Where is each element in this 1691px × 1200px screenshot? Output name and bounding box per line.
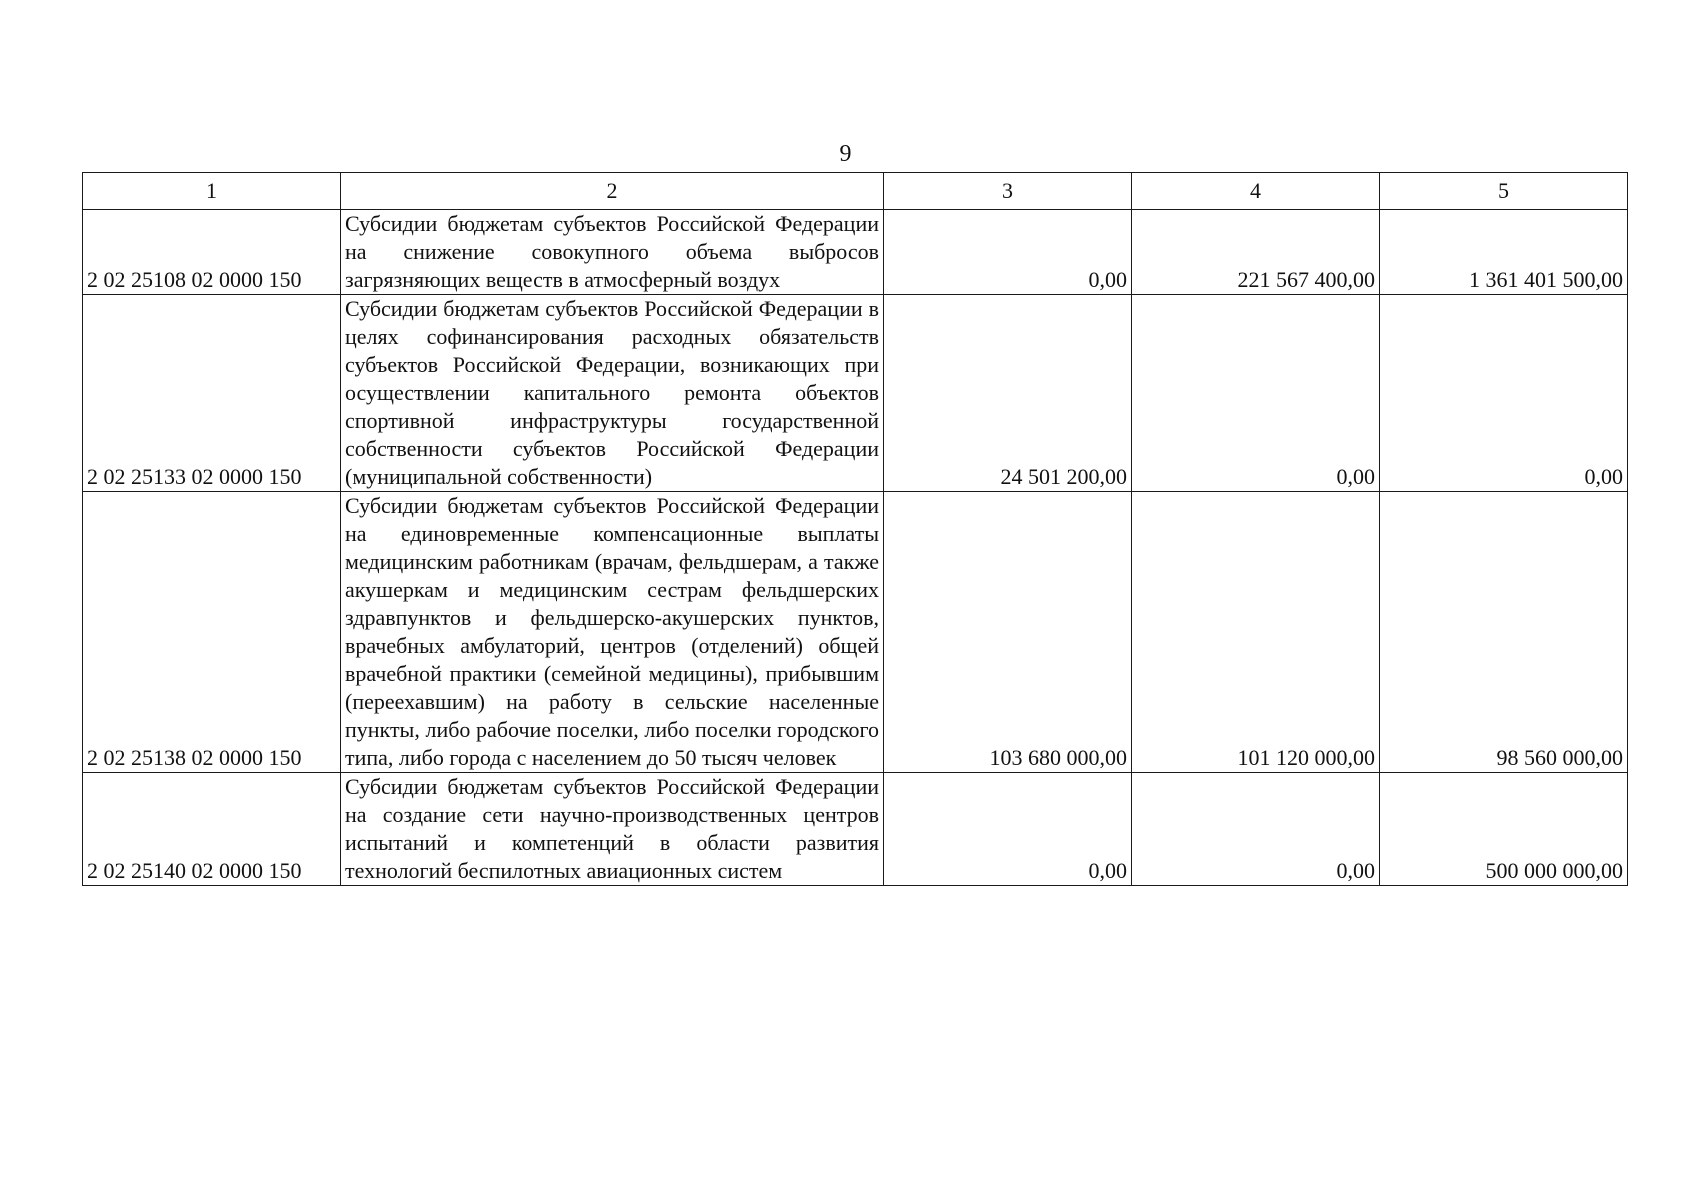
amount-col3: 0,00 [884, 210, 1132, 295]
column-header-2: 2 [341, 173, 884, 210]
amount-col5: 500 000 000,00 [1380, 773, 1628, 886]
amount-col5: 1 361 401 500,00 [1380, 210, 1628, 295]
column-header-3: 3 [884, 173, 1132, 210]
budget-table [82, 172, 1628, 886]
row-description: Субсидии бюджетам субъектов Российской Федерации в целях софинансирования расходных обязательств субъектов Российской Федерации, возникающих при осуществлении капитального ремонта объектов спортивной инфраструктуры государственной собственности субъектов Российской Федерации (муниципальной собственности) [341, 295, 884, 492]
column-header-5: 5 [1380, 173, 1628, 210]
amount-col5: 0,00 [1380, 295, 1628, 492]
amount-col3: 24 501 200,00 [884, 295, 1132, 492]
column-header-4: 4 [1132, 173, 1380, 210]
table-header-row [83, 173, 1628, 210]
amount-col4: 101 120 000,00 [1132, 492, 1380, 773]
column-header-1: 1 [83, 173, 341, 210]
table-row [83, 773, 1628, 886]
budget-code: 2 02 25108 02 0000 150 [83, 210, 341, 295]
table-row [83, 492, 1628, 773]
amount-col5: 98 560 000,00 [1380, 492, 1628, 773]
page-number: 9 [839, 141, 852, 167]
amount-col4: 0,00 [1132, 295, 1380, 492]
amount-col3: 103 680 000,00 [884, 492, 1132, 773]
budget-code: 2 02 25140 02 0000 150 [83, 773, 341, 886]
amount-col4: 0,00 [1132, 773, 1380, 886]
amount-col4: 221 567 400,00 [1132, 210, 1380, 295]
row-description: Субсидии бюджетам субъектов Российской Федерации на снижение совокупного объема выбросов загрязняющих веществ в атмосферный воздух [341, 210, 884, 295]
amount-col3: 0,00 [884, 773, 1132, 886]
row-description: Субсидии бюджетам субъектов Российской Федерации на единовременные компенсационные выплаты медицинским работникам (врачам, фельдшерам, а также акушеркам и медицинским сестрам фельдшерских здравпунктов и фельдшерско-акушерских пунктов, врачебных амбулаторий, центров (отделений) общей врачебной практики (семейной медицины), прибывшим (переехавшим) на работу в сельские населенные пункты, либо рабочие поселки, либо поселки городского типа, либо города с населением до 50 тысяч человек [341, 492, 884, 773]
table-row [83, 295, 1628, 492]
table-row [83, 210, 1628, 295]
budget-code: 2 02 25133 02 0000 150 [83, 295, 341, 492]
row-description: Субсидии бюджетам субъектов Российской Федерации на создание сети научно-производственных центров испытаний и компетенций в области развития технологий беспилотных авиационных систем [341, 773, 884, 886]
budget-code: 2 02 25138 02 0000 150 [83, 492, 341, 773]
